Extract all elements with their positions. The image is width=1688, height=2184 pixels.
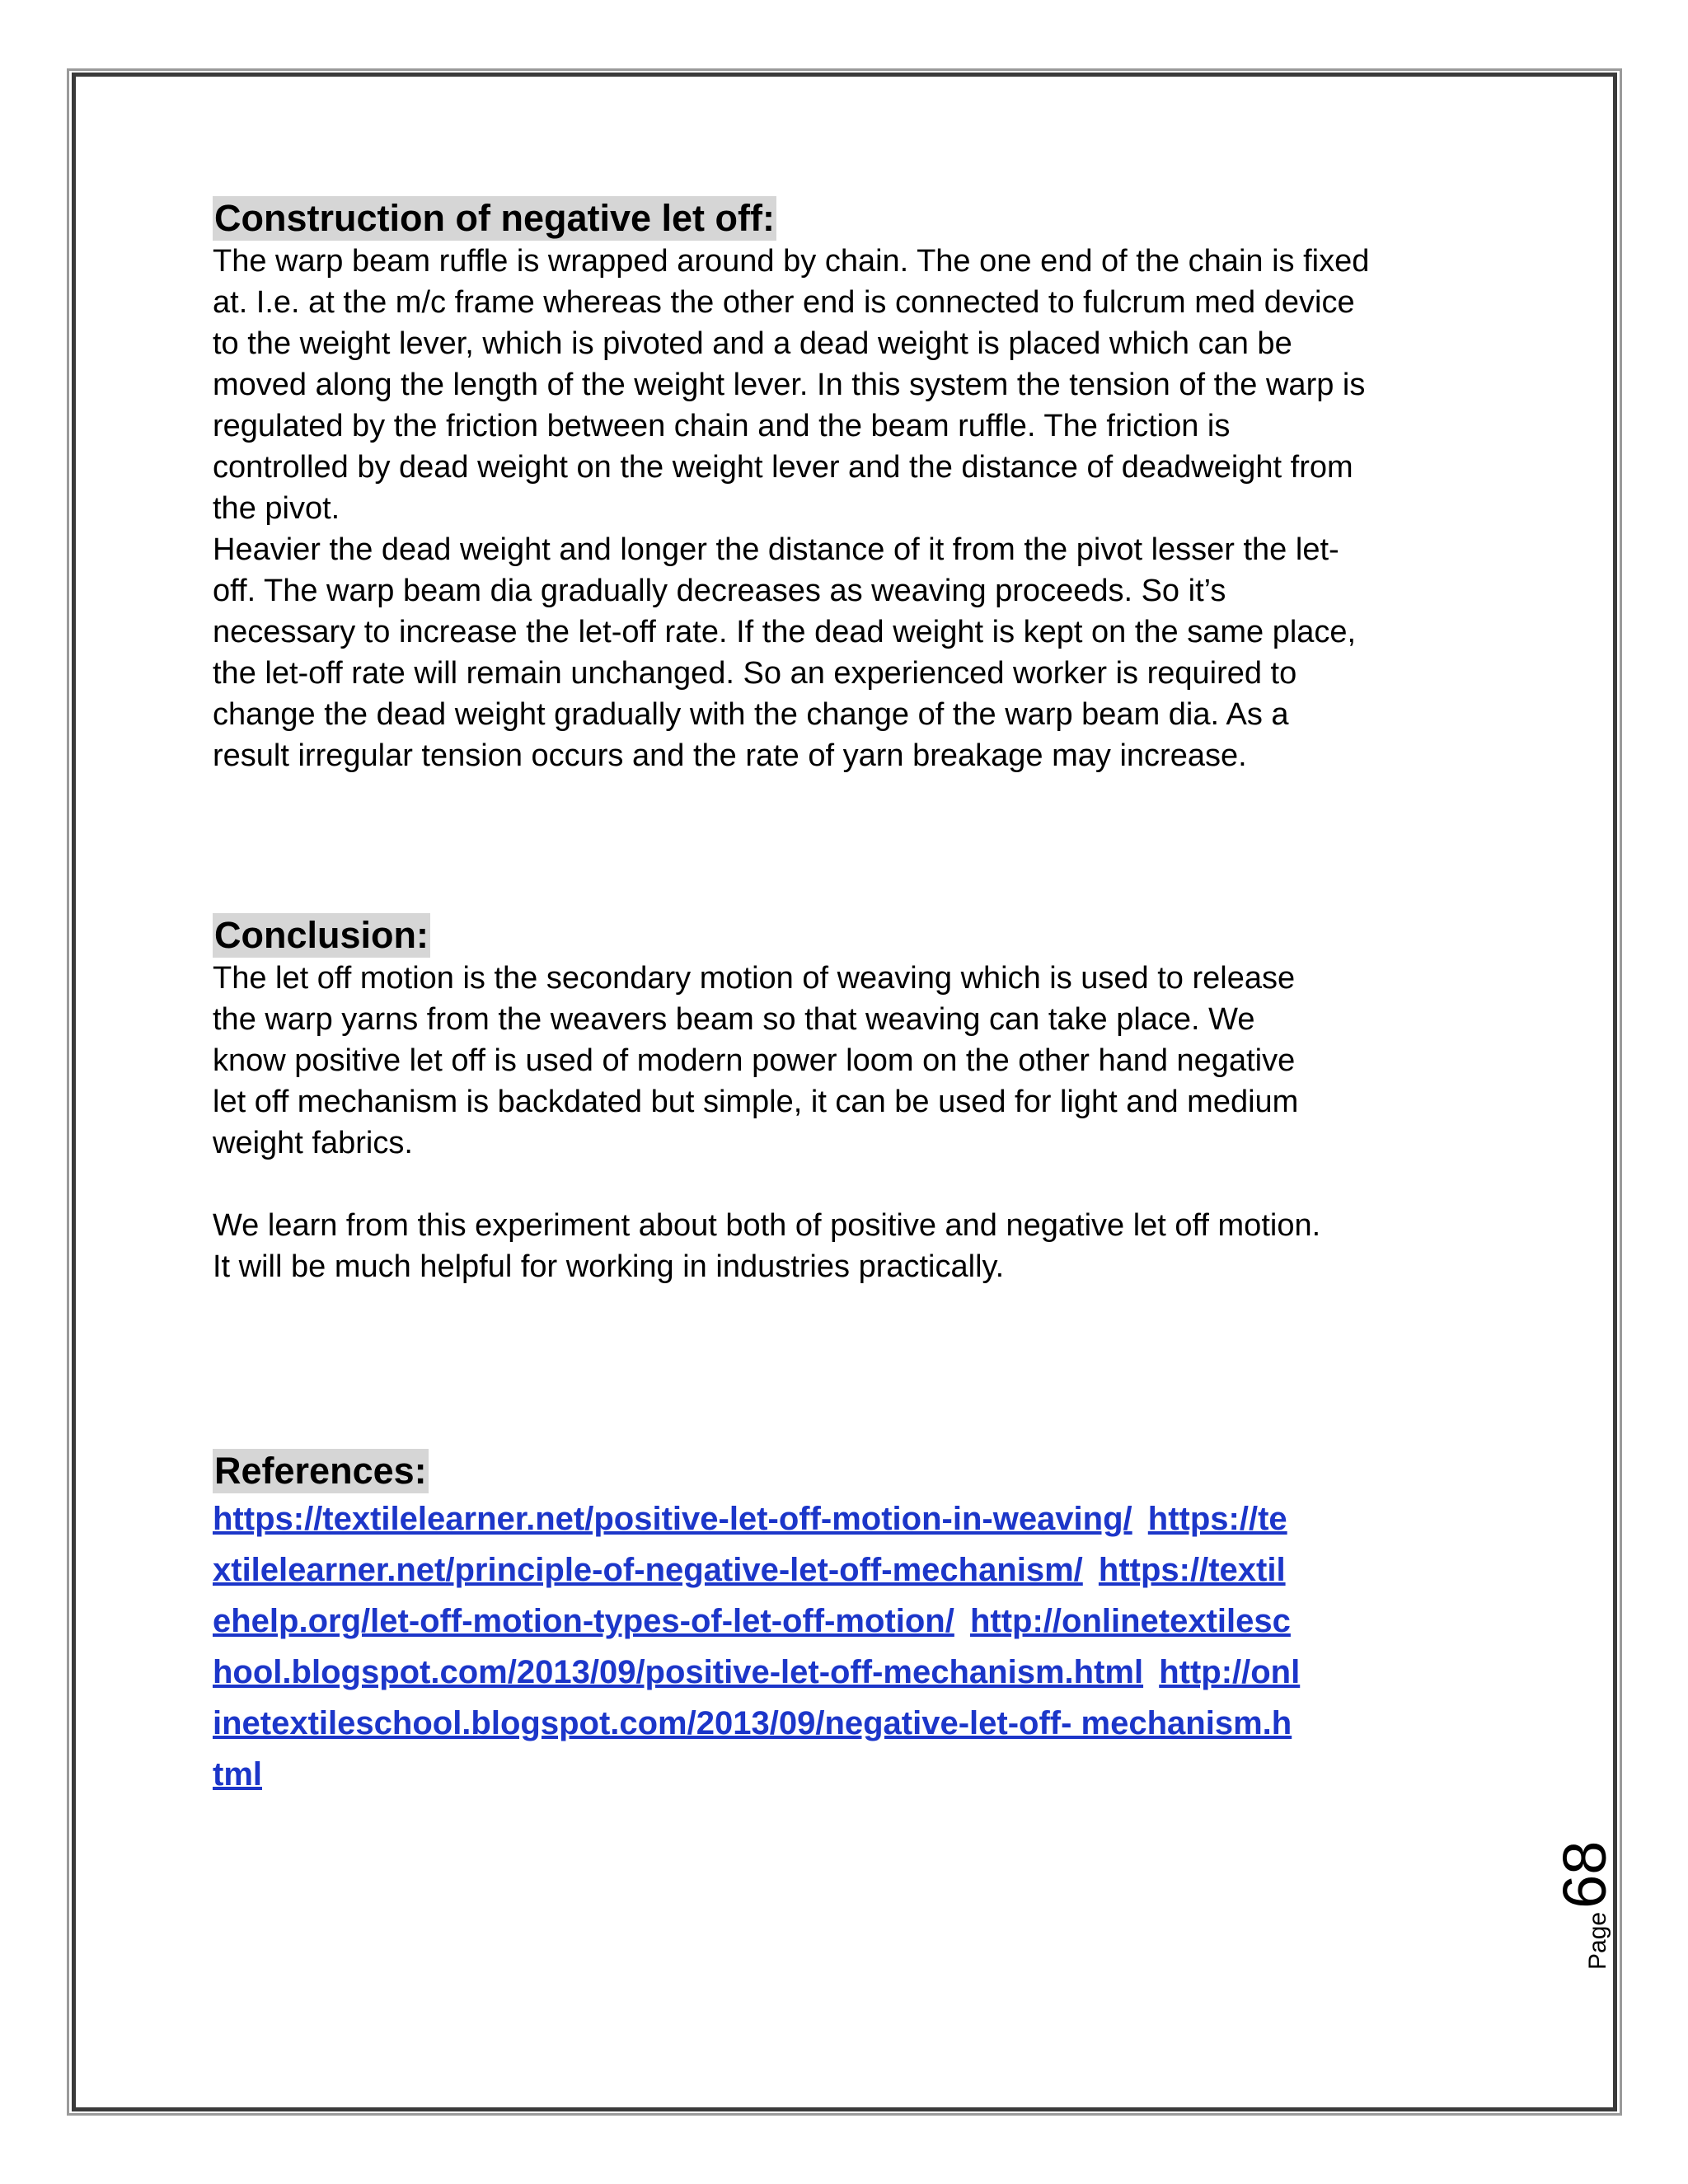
- references-heading: References:: [214, 1450, 427, 1492]
- reference-link-1[interactable]: https://textilelearner.net/positive-let-off-motion-in-weaving/: [213, 1501, 1132, 1537]
- construction-heading: Construction of negative let off:: [214, 197, 775, 239]
- construction-paragraph: The warp beam ruffle is wrapped around by chain. The one end of the chain is fixed at. I.e. at the m/c frame whereas the other end is connected to fulcrum med device to the weight lever, which is pivoted and a dead weight is placed which can be moved along the length of the weight lever. In this system the tension of the warp is regulated by the friction between chain and the beam ruffle. The friction is controlled by dead weight on the weight lever and the distance of deadweight from the pivot. Heavier the dead weight and longer the distance of it from the pivot lesser the let- off. The warp beam dia gradually decreases as weaving proceeds. So it’s necessary to increase the let-off rate. If the dead weight is kept on the same place, the let-off rate will remain unchanged. So an experienced worker is required to change the dead weight gradually with the change of the warp beam dia. As a result irregular tension occurs and the rate of yarn breakage may increase.: [213, 244, 1370, 773]
- page-label: Page: [1584, 1911, 1611, 1970]
- construction-section: [213, 196, 1465, 776]
- page-number: [1550, 1841, 1620, 1970]
- references-list: [213, 1493, 1301, 1800]
- reference-link-2[interactable]: https://textilelearner.net/principle-of-negative-let-off-mechanism/: [213, 1501, 1287, 1588]
- conclusion-paragraph-2: We learn from this experiment about both of positive and negative let off motion. It will be much helpful for working in industries practically.: [213, 1208, 1321, 1284]
- reference-link-5[interactable]: http://onlinetextileschool.blogspot.com/2013/09/negative-let-off- mechanism.html: [213, 1654, 1301, 1793]
- reference-link-4[interactable]: http://onlinetextileschool.blogspot.com/2013/09/positive-let-off-mechanism.html: [213, 1603, 1291, 1690]
- conclusion-section: [213, 913, 1465, 1287]
- page-number-value: 68: [1550, 1840, 1619, 1909]
- conclusion-paragraph-1: The let off motion is the secondary motion of weaving which is used to release the warp yarns from the weavers beam so that weaving can take place. We know positive let off is used of modern power loom on the other hand negative let off mechanism is backdated but simple, it can be used for light and medium weight fabrics.: [213, 961, 1299, 1160]
- document-body: [213, 196, 1465, 1800]
- conclusion-heading: Conclusion:: [214, 914, 429, 956]
- reference-link-3[interactable]: https://textilehelp.org/let-off-motion-types-of-let-off-motion/: [213, 1552, 1286, 1639]
- references-section: [213, 1449, 1465, 1800]
